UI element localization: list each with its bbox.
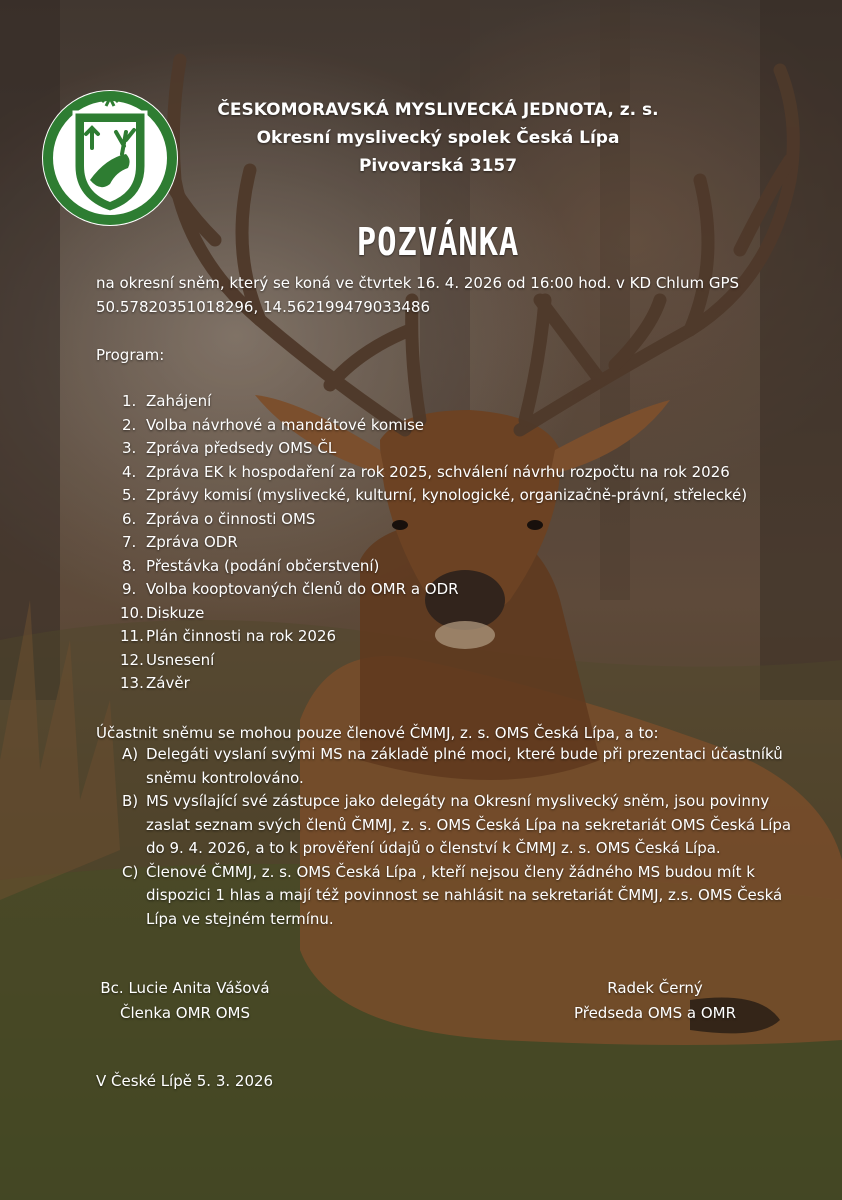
agenda-item (96, 390, 747, 414)
agenda-item-number: 10. (120, 603, 144, 622)
agenda-item (96, 508, 747, 532)
condition-item (96, 861, 796, 932)
organization-address: Pivovarská 3157 (358, 156, 518, 176)
agenda-item (96, 649, 747, 673)
condition-text: MS vysílající své zástupce jako delegáty na Okresní myslivecký sněm, jsou povinny zaslat seznam svých členů ČMMJ, z. s. OMS Česká Lípa na sekretariát OMS Česká Lípa do 9. 4. 2026, a to k prověření údajů o členství k ČMMJ z. s. OMS Česká Lípa. (146, 792, 792, 857)
agenda-item-text: Zpráva EK k hospodaření za rok 2025, schválení návrhu rozpočtu na rok 2026 (146, 462, 730, 481)
agenda-item-number: 7. (122, 533, 137, 551)
agenda-item-number: 1. (122, 392, 137, 410)
agenda-item-text: Volba návrhové a mandátové komise (146, 415, 425, 434)
signature-left (90, 976, 280, 1026)
organization-branch: Okresní myslivecký spolek Česká Lípa (256, 128, 620, 148)
agenda-item-number: 8. (122, 556, 137, 575)
agenda-item (96, 437, 747, 461)
condition-text: Členové ČMMJ, z. s. OMS Česká Lípa , kteří nejsou členy žádného MS budou mít k dispozici 1 hlas a mají též povinnost se nahlásit na sekretariát ČMMJ, z.s. OMS Česká Lípa ve stejném termínu. (146, 862, 783, 928)
agenda-item-text: Plán činnosti na rok 2026 (146, 627, 337, 645)
agenda-item-number: 4. (122, 462, 137, 481)
agenda-item (96, 414, 747, 438)
agenda-item-number: 3. (122, 439, 137, 457)
agenda-item-text: Závěr (146, 674, 190, 692)
condition-text: Delegáti vyslaní svými MS na základě plné moci, které bude při prezentaci účastníků sněmu kontrolováno. (146, 745, 783, 787)
organization-name: ČESKOMORAVSKÁ MYSLIVECKÁ JEDNOTA, z. s. (217, 100, 659, 120)
signatory-role: Předseda OMS a OMR (573, 1004, 737, 1022)
signature-right (560, 976, 750, 1026)
program-label: Program: (96, 346, 165, 364)
agenda-item-number: 2. (122, 415, 137, 434)
agenda-item (96, 531, 747, 555)
condition-letter: C) (122, 862, 139, 881)
condition-item (96, 743, 796, 790)
agenda-item (96, 602, 747, 626)
agenda-item-text: Přestávka (podání občerstvení) (146, 556, 380, 575)
page-title: POZVÁNKA (356, 220, 520, 264)
condition-letter: A) (122, 745, 139, 763)
agenda-item (96, 484, 747, 508)
agenda-item-number: 9. (122, 580, 137, 598)
signatory-role: Členka OMR OMS (120, 1004, 250, 1022)
agenda-item-number: 6. (122, 509, 137, 528)
agenda-item-text: Zpráva ODR (146, 533, 238, 551)
agenda-item (96, 672, 747, 696)
invitation-intro: na okresní sněm, který se koná ve čtvrtek 16. 4. 2026 od 16:00 hod. v KD Chlum GPS 50.57820351018296, 14.562199479033486 (96, 274, 740, 316)
condition-letter: B) (122, 792, 139, 810)
signatory-name: Radek Černý (607, 979, 703, 997)
agenda-item-text: Zpráva předsedy OMS ČL (146, 439, 337, 457)
agenda-item-text: Zpráva o činnosti OMS (146, 509, 316, 528)
agenda-item-number: 5. (122, 486, 137, 504)
agenda-item-number: 11. (120, 627, 144, 645)
eligibility-statement: Účastnit sněmu se mohou pouze členové ČMMJ, z. s. OMS Česká Lípa, a to: (96, 724, 659, 742)
agenda-item-text: Zahájení (146, 392, 212, 410)
agenda-item (96, 625, 747, 649)
conditions-list (96, 743, 796, 931)
agenda-item (96, 461, 747, 485)
agenda-item-number: 13. (120, 674, 144, 692)
agenda-item-text: Usnesení (146, 650, 215, 669)
agenda-item-number: 12. (120, 650, 144, 669)
agenda-item-text: Diskuze (146, 603, 205, 622)
agenda-item-text: Volba kooptovaných členů do OMR a ODR (146, 580, 459, 598)
agenda-item (96, 578, 747, 602)
agenda-item (96, 555, 747, 579)
condition-item (96, 790, 796, 861)
agenda-list (96, 390, 747, 696)
signatory-name: Bc. Lucie Anita Vášová (100, 979, 270, 997)
place-and-date: V České Lípě 5. 3. 2026 (96, 1072, 274, 1090)
agenda-item-text: Zprávy komisí (myslivecké, kulturní, kynologické, organizačně-právní, střelecké) (146, 486, 748, 504)
